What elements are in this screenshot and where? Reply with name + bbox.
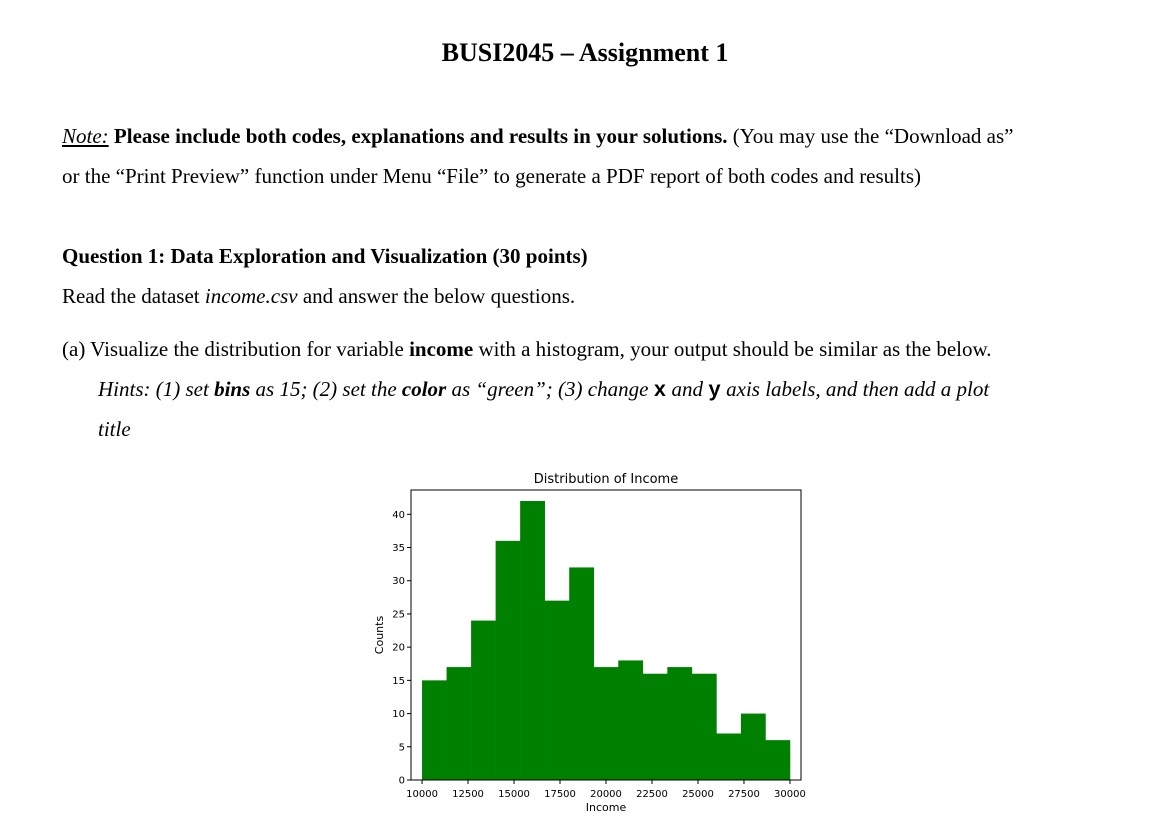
y-axis-label: Counts bbox=[373, 615, 386, 655]
y-tick-label: 25 bbox=[392, 609, 405, 621]
histogram-bar bbox=[569, 567, 594, 780]
histogram-bar bbox=[496, 541, 521, 780]
x-tick-label: 20000 bbox=[590, 789, 622, 800]
y-tick-label: 5 bbox=[398, 742, 405, 754]
x-axis-label: Income bbox=[585, 801, 627, 814]
hint-1: Hints: (1) set bbox=[98, 377, 215, 401]
histogram-bar bbox=[643, 674, 668, 780]
chart-title: Distribution of Income bbox=[533, 472, 679, 487]
histogram-bar bbox=[471, 621, 496, 780]
histogram-bar bbox=[520, 501, 545, 780]
hint-bins: bins bbox=[214, 377, 251, 401]
histogram-bar bbox=[594, 667, 619, 780]
histogram-bar bbox=[422, 680, 447, 780]
y-tick-label: 20 bbox=[392, 642, 405, 654]
hint-2: as 15; (2) set the bbox=[250, 377, 402, 401]
y-tick-label: 15 bbox=[392, 675, 405, 687]
intro-pre: Read the dataset bbox=[62, 284, 205, 308]
hint-color: color bbox=[401, 377, 447, 401]
x-tick-label: 30000 bbox=[774, 789, 806, 800]
y-tick-label: 40 bbox=[392, 509, 405, 521]
part-a-bold: income bbox=[409, 337, 474, 361]
y-tick-label: 0 bbox=[398, 775, 405, 787]
part-a-pre: (a) Visualize the distribution for variable bbox=[62, 337, 410, 361]
note-bold: Please include both codes, explanations and results in your solutions. bbox=[108, 124, 728, 148]
x-tick-label: 27500 bbox=[728, 789, 760, 800]
note-rest: (You may use the “Download as” bbox=[727, 124, 1014, 148]
histogram-bar bbox=[716, 734, 741, 781]
histogram-bar bbox=[667, 667, 692, 780]
histogram-bar bbox=[765, 740, 790, 780]
histogram-bar bbox=[545, 601, 570, 780]
page-title: BUSI2045 – Assignment 1 bbox=[441, 38, 729, 67]
intro-file: income.csv bbox=[204, 284, 298, 308]
y-axis-ticks bbox=[392, 510, 411, 787]
hint-3: as “green”; (3) change bbox=[446, 377, 654, 401]
hint-4: and bbox=[666, 377, 709, 401]
x-axis-ticks bbox=[406, 780, 806, 800]
x-tick-label: 12500 bbox=[452, 789, 484, 800]
x-tick-label: 17500 bbox=[544, 789, 576, 800]
y-tick-label: 10 bbox=[392, 709, 405, 721]
histogram-bar bbox=[741, 714, 766, 780]
histogram-bar bbox=[618, 660, 643, 780]
x-tick-label: 15000 bbox=[498, 789, 530, 800]
hint-x: x bbox=[653, 380, 667, 403]
y-tick-label: 35 bbox=[392, 543, 405, 554]
histogram-bar bbox=[692, 674, 717, 780]
intro-post: and answer the below questions. bbox=[297, 284, 576, 308]
histogram-bars bbox=[422, 501, 790, 780]
note-label: Note: bbox=[62, 124, 109, 148]
part-a-post: with a histogram, your output should be similar as the below. bbox=[473, 337, 992, 361]
y-tick-label: 30 bbox=[392, 576, 405, 588]
histogram-bar bbox=[447, 667, 472, 780]
x-tick-label: 22500 bbox=[636, 789, 668, 800]
part-a-hint-line-2: title bbox=[98, 417, 131, 441]
hint-5: axis labels, and then add a plot bbox=[720, 377, 990, 401]
x-tick-label: 10000 bbox=[406, 789, 438, 800]
x-tick-label: 25000 bbox=[682, 789, 714, 800]
hint-y: y bbox=[708, 380, 721, 403]
note-line-2: or the “Print Preview” function under Menu “File” to generate a PDF report of both codes and results) bbox=[62, 164, 922, 188]
question-1-heading: Question 1: Data Exploration and Visualization (30 points) bbox=[62, 244, 588, 268]
